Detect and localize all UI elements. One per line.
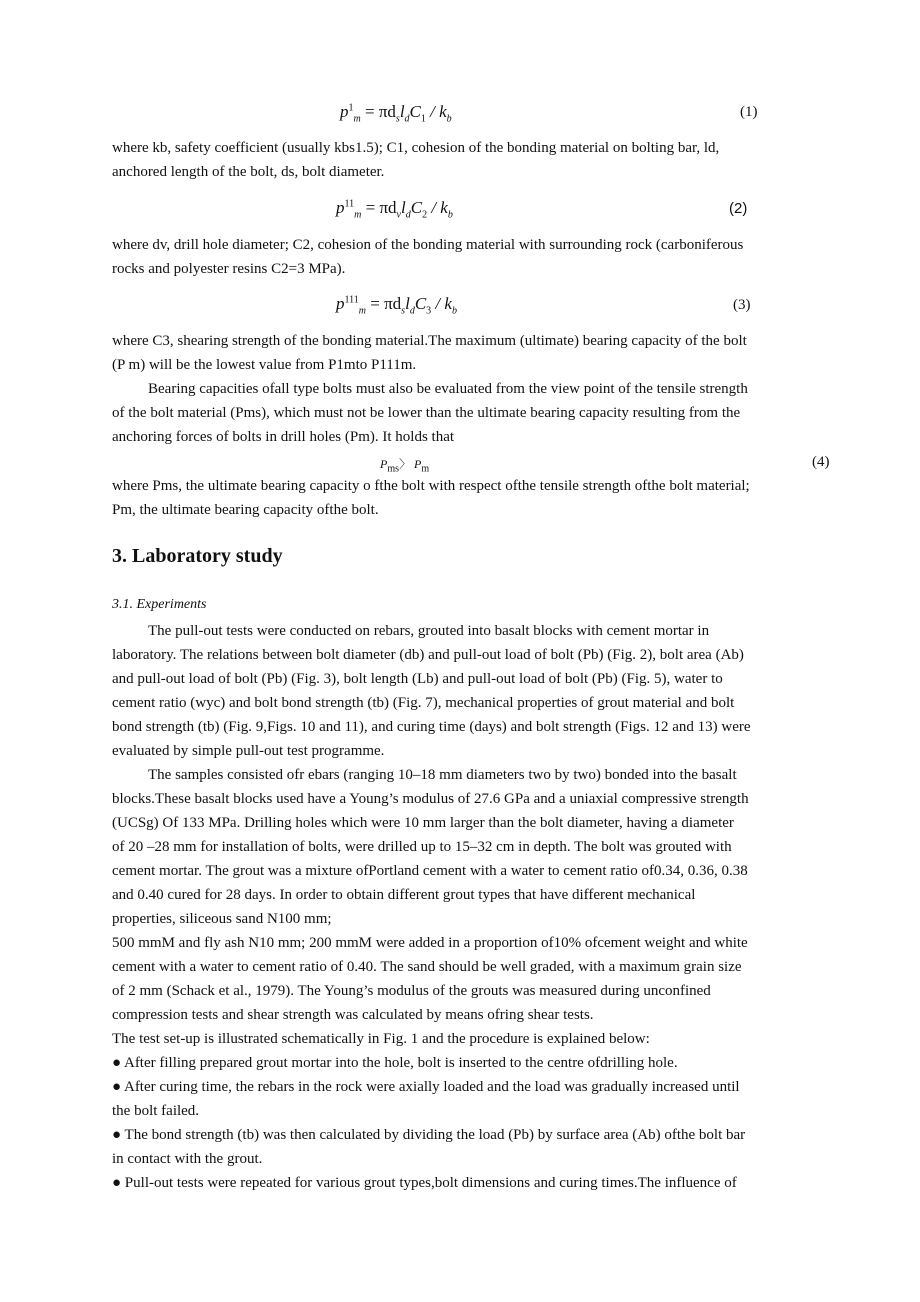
equation-4-number: (4) [812,454,830,470]
paragraph-line: and pull-out load of bolt (Pb) (Fig. 3), bolt length (Lb) and pull-out load of bolt (Pb) (Fig. 5), water to [112,671,723,687]
bullet-item: ● The bond strength (tb) was then calculated by dividing the load (Pb) by surface area (Ab) ofthe bolt bar [112,1127,746,1143]
paragraph-line: 500 mmM and fly ash N10 mm; 200 mmM were added in a proportion of10% ofcement weight and white [112,935,748,951]
equation-3-number: (3) [733,297,751,313]
equation-2: $p^{11}_m = \pi d_vl_dC_2 / k_b$ [336,198,453,221]
paragraph-line: The test set-up is illustrated schematically in Fig. 1 and the procedure is explained below: [112,1031,650,1047]
equation-3: $p^{111}_m = \pi d_sl_dC_3 / k_b$ [336,294,457,317]
section-heading: 3. Laboratory study [112,545,283,567]
paragraph-line: and 0.40 cured for 28 days. In order to obtain different grout types that have different mechanical [112,887,696,903]
bullet-item: ● After curing time, the rebars in the rock were axially loaded and the load was gradually increased until [112,1079,740,1095]
paragraph-line: The samples consisted ofr ebars (ranging 10–18 mm diameters two by two) bonded into the basalt [148,767,737,783]
paragraph-line: Pm, the ultimate bearing capacity ofthe bolt. [112,502,379,518]
paragraph-line: of 2 mm (Schack et al., 1979). The Young’s modulus of the grouts was measured during unconfined [112,983,711,999]
equation-2-number: (2) [729,200,748,217]
paragraph-line: where Pms, the ultimate bearing capacity o fthe bolt with respect ofthe tensile strength ofthe bolt material; [112,478,750,494]
paragraph-line: blocks.These basalt blocks used have a Young’s modulus of 27.6 GPa and a uniaxial compressive strength [112,791,749,807]
paragraph-line: anchoring forces of bolts in drill holes (Pm). It holds that [112,429,455,445]
paragraph-line: where kb, safety coefficient (usually kbs1.5); C1, cohesion of the bonding material on bolting bar, ld, [112,140,720,156]
paragraph-line: cement with a water to cement ratio of 0.40. The sand should be well graded, with a maximum grain size [112,959,742,975]
paragraph-line: (UCSg) Of 133 MPa. Drilling holes which were 10 mm larger than the bolt diameter, having a diameter [112,815,734,831]
paragraph-line: The pull-out tests were conducted on rebars, grouted into basalt blocks with cement mortar in [148,623,710,639]
bullet-item: ● After filling prepared grout mortar into the hole, bolt is inserted to the centre ofdrilling hole. [112,1055,678,1071]
paragraph-line: (P m) will be the lowest value from P1mto P111m. [112,357,417,373]
equation-4: $P_{ms}$〉 $P_m$ [380,457,430,475]
paragraph-line: Bearing capacities ofall type bolts must also be evaluated from the view point of the tensile strength [148,381,748,397]
paragraph-line: anchored length of the bolt, ds, bolt diameter. [112,164,385,180]
paragraph-line: laboratory. The relations between bolt diameter (db) and pull-out load of bolt (Pb) (Fig. 2), bolt area (Ab) [112,647,744,663]
subsection-heading: 3.1. Experiments [112,597,207,612]
bullet-item-continuation: the bolt failed. [112,1103,200,1119]
bullet-item: ● Pull-out tests were repeated for various grout types,bolt dimensions and curing times.The influence of [112,1175,737,1191]
equation-1: $p^1_m = \pi d_sl_dC_1 / k_b$ [340,102,452,125]
paragraph-line: cement ratio (wyc) and bolt bond strength (tb) (Fig. 7), mechanical properties of grout material and bolt [112,695,735,711]
paragraph-line: of the bolt material (Pms), which must not be lower than the ultimate bearing capacity resulting from the [112,405,741,421]
paragraph-line: properties, siliceous sand N100 mm; [112,911,332,927]
paragraph-line: bond strength (tb) (Fig. 9,Figs. 10 and 11), and curing time (days) and bolt strength (Figs. 12 and 13) were [112,719,751,735]
paragraph-line: where C3, shearing strength of the bonding material.The maximum (ultimate) bearing capacity of the bolt [112,333,747,349]
paragraph-line: cement mortar. The grout was a mixture ofPortland cement with a water to cement ratio of0.34, 0.36, 0.38 [112,863,748,879]
bullet-item-continuation: in contact with the grout. [112,1151,263,1167]
paragraph-line: compression tests and shear strength was calculated by means ofring shear tests. [112,1007,594,1023]
paragraph-line: where dv, drill hole diameter; C2, cohesion of the bonding material with surrounding rock (carboniferous [112,237,744,253]
paragraph-line: of 20 –28 mm for installation of bolts, were drilled up to 15–32 cm in depth. The bolt was grouted with [112,839,732,855]
equation-1-number: (1) [740,104,758,120]
paragraph-line: evaluated by simple pull-out test programme. [112,743,385,759]
paragraph-line: rocks and polyester resins C2=3 MPa). [112,261,346,277]
